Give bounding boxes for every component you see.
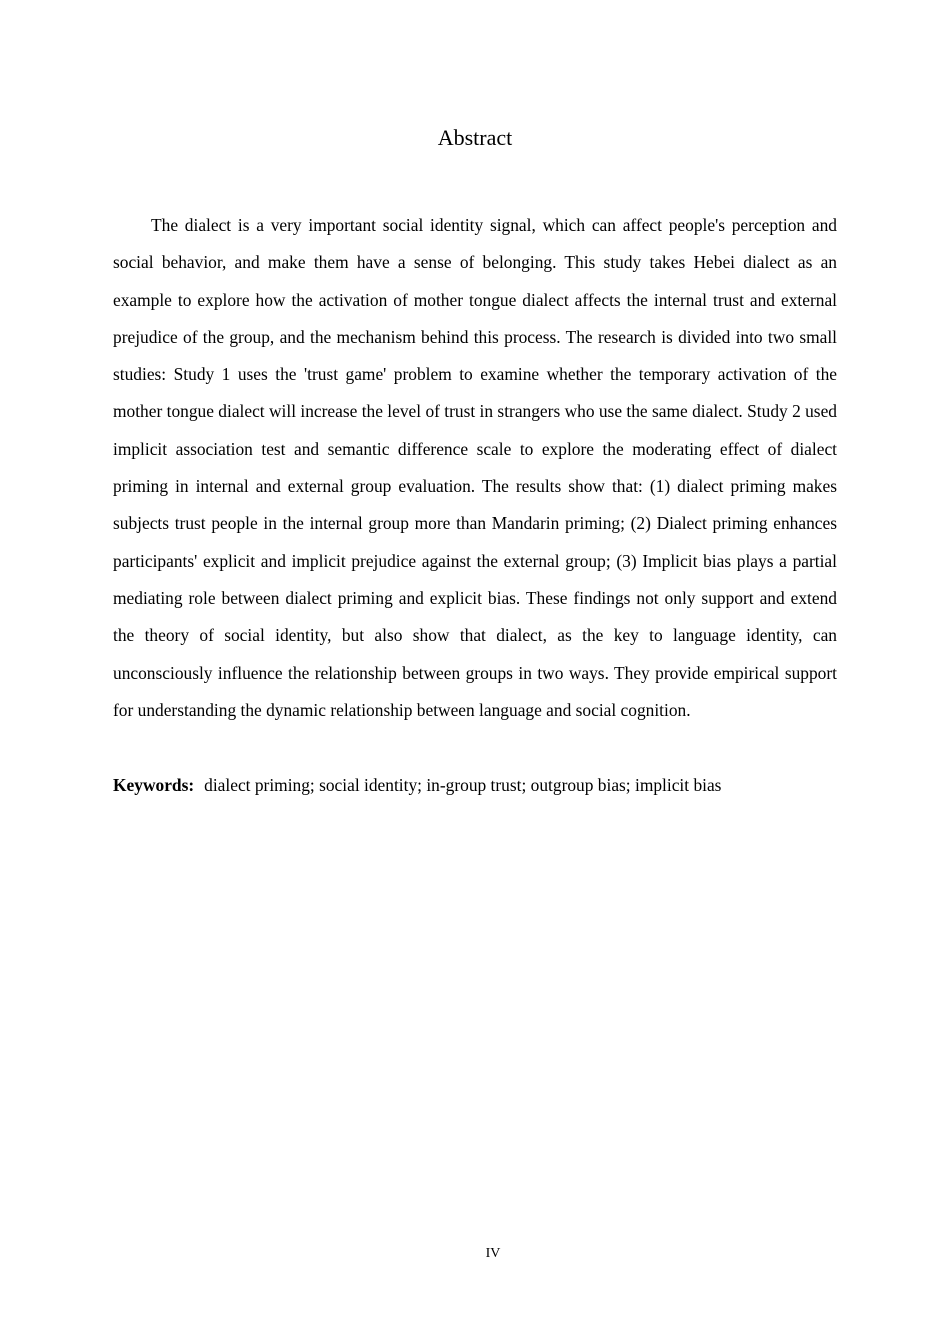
keywords-label: Keywords: — [113, 775, 195, 795]
page-number: IV — [485, 1246, 501, 1261]
keywords-line — [113, 771, 837, 799]
abstract-title: Abstract — [437, 125, 513, 150]
keywords-text: dialect priming; social identity; in-group trust; outgroup bias; implicit bias — [204, 775, 722, 795]
abstract-body: The dialect is a very important social identity signal, which can affect people's perception and social behavior, and make them have a sense of belonging. This study takes Hebei dialect as an example to explore how the activation of mother tongue dialect affects the internal trust and external prejudice of the group, and the mechanism behind this process. The research is divided into two small studies: Study 1 uses the 'trust game' problem to examine whether the temporary activation of the mother tongue dialect will increase the level of trust in strangers who use the same dialect. Study 2 used implicit association test and semantic difference scale to explore the moderating effect of dialect priming in internal and external group evaluation. The results show that: (1) dialect priming makes subjects trust people in the internal group more than Mandarin priming; (2) Dialect priming enhances participants' explicit and implicit prejudice against the external group; (3) Implicit bias plays a partial mediating role between dialect priming and explicit bias. These findings not only support and extend the theory of social identity, but also show that dialect, as the key to language identity, can unconsciously influence the relationship between groups in two ways. They provide empirical support for understanding the dynamic relationship between language and social cognition. — [113, 215, 837, 720]
